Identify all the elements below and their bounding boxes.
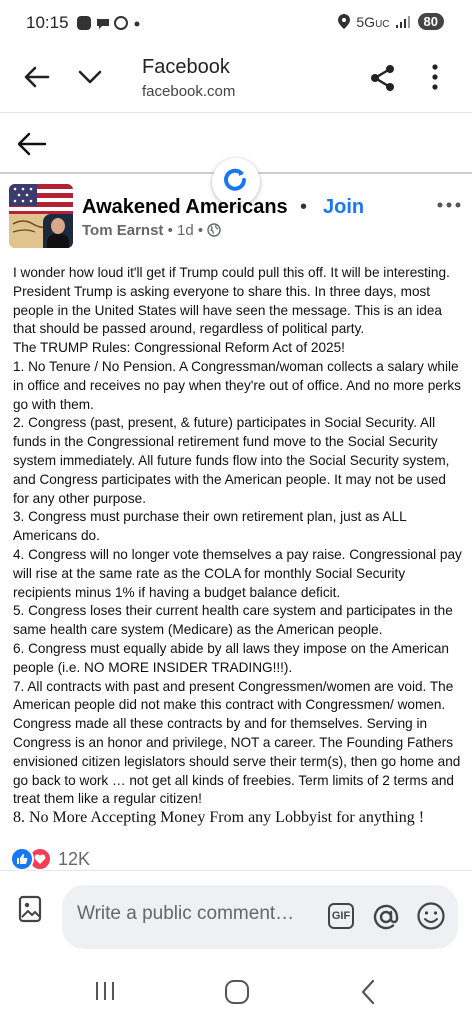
post-paragraph: 1. No Tenure / No Pension. A Congressman/woman collects a salary while in office and receives no pay when they're out of office. And no more perks go with them. (13, 358, 461, 412)
notification-icons (77, 15, 141, 31)
chevron-down-icon[interactable] (78, 70, 102, 84)
comment-input[interactable] (62, 885, 458, 949)
more-options-icon[interactable] (437, 202, 461, 208)
mention-icon[interactable] (370, 901, 402, 933)
post-paragraph: 6. Congress must equally abide by all laws they impose on the American people (i.e. NO MORE INSIDER TRADING!!!). (13, 640, 449, 675)
join-button[interactable]: Join (323, 196, 365, 218)
signal-icon (396, 16, 412, 28)
post-paragraph-last: 8. No More Accepting Money From any Lobbyist for anything ! (13, 809, 425, 827)
status-bar (0, 0, 472, 46)
gif-button[interactable]: GIF (328, 903, 354, 929)
like-reaction-icon (10, 847, 34, 871)
browser-url[interactable]: facebook.com (142, 83, 236, 100)
post-paragraph: 2. Congress (past, present, & future) participates in Social Security. All funds in the Congressional retirement fund move to the Social Security system immediately. All future funds flow into the Social Security system, and Congress participates with the American people. It may not be used for any other purpose. (13, 415, 450, 506)
back-arrow-icon[interactable] (24, 66, 50, 88)
comment-bar (0, 870, 472, 959)
post-paragraph: 7. All contracts with past and present Congressmen/women are void. The American people did not make this contract with Congressmen/ women. Congress made all these contracts by and for themselves. Serving in Congress is an honor and privilege, NOT a career. The Founding Fathers envisioned citizen legislators should serve their term(s), then go home and go back to work … not get all kinds of freebies. Term limits of 2 terms and treat them like a regular citizen! (13, 678, 461, 807)
emoji-icon[interactable] (416, 901, 446, 931)
browser-title: Facebook (142, 56, 230, 78)
back-arrow-icon[interactable] (17, 132, 47, 156)
system-nav-bar (0, 962, 472, 1024)
home-icon[interactable] (224, 979, 250, 1005)
separator-dot: • (300, 196, 308, 218)
post-paragraph: The TRUMP Rules: Congressional Reform Act of 2025! (13, 340, 345, 356)
battery-indicator: 80 (418, 13, 444, 30)
location-icon (338, 14, 350, 29)
recent-apps-icon[interactable] (94, 980, 116, 1002)
page-avatar[interactable] (9, 184, 73, 248)
comment-placeholder: Write a public comment… (77, 903, 295, 924)
reactions-summary[interactable] (10, 848, 90, 870)
browser-toolbar (0, 46, 472, 113)
share-icon[interactable] (370, 64, 396, 92)
meta-separator: • (197, 222, 208, 239)
globe-icon (207, 223, 221, 237)
post-body (13, 264, 465, 828)
post-paragraph: I wonder how loud it'll get if Trump could pull this off. It will be interesting. President Trump is asking everyone to share this. In three days, most people in the United States will have seen the message. This is an idea that should be passed around, regardless of political party. (13, 265, 450, 337)
overflow-menu-icon[interactable] (432, 64, 438, 90)
post-paragraph: 4. Congress will no longer vote themselves a pay raise. Congressional pay will rise at the same rate as the COLA for monthly Social Security recipients minus 1% if having a budget balance deficit. (13, 546, 462, 600)
author-name[interactable]: Tom Earnst (82, 222, 164, 239)
network-label: 5GUC (356, 13, 390, 30)
photo-icon[interactable] (18, 895, 42, 923)
system-back-icon[interactable] (360, 979, 376, 1005)
status-time: 10:15 (26, 13, 69, 32)
page-name[interactable]: Awakened Americans (82, 196, 288, 218)
post-paragraph: 3. Congress must purchase their own retirement plan, just as ALL Americans do. (13, 509, 407, 544)
author-avatar[interactable] (43, 214, 73, 248)
post-time[interactable]: 1d (177, 222, 194, 239)
reaction-count: 12K (58, 848, 91, 869)
post-header (0, 176, 472, 254)
post-meta (82, 222, 221, 239)
meta-separator: • (167, 222, 177, 239)
post-paragraph: 5. Congress loses their current health care system and participates in the same health care system (Medicare) as the American people. (13, 603, 453, 638)
